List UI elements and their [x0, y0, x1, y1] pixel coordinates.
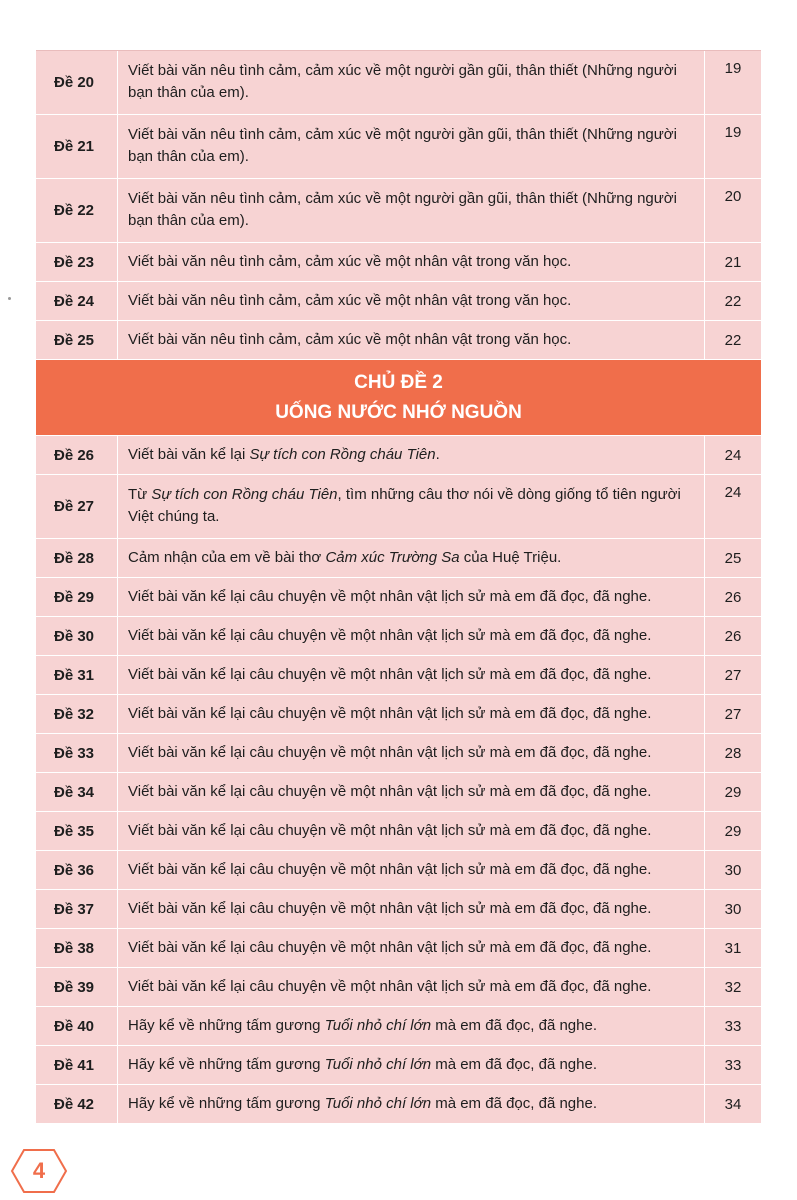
page-ref: 31 [724, 939, 742, 957]
title-fragment: Viết bài văn kể lại câu chuyện về một nhân vật lịch sử mà em đã đọc, đã nghe. [128, 900, 652, 917]
topic-number: Đề 24 [36, 282, 118, 320]
topic-number: Đề 41 [36, 1046, 118, 1084]
title-fragment: Viết bài văn nêu tình cảm, cảm xúc về một người gần gũi, thân thiết (Những người bạn thân của em). [128, 62, 677, 101]
topic-number: Đề 28 [36, 539, 118, 577]
italic-title-fragment: Tuổi nhỏ chí lớn [324, 1095, 432, 1112]
topic-title [118, 243, 705, 281]
page-ref: 33 [724, 1017, 742, 1035]
toc-row[interactable] [36, 115, 761, 179]
topic-title [118, 282, 705, 320]
title-fragment: . [435, 446, 440, 463]
topic-title [118, 890, 705, 928]
topic-title [118, 1046, 705, 1084]
topic-number: Đề 31 [36, 656, 118, 694]
topic-title [118, 179, 705, 242]
topic-title [118, 1007, 705, 1045]
toc-row[interactable] [36, 968, 761, 1007]
topic-number: Đề 23 [36, 243, 118, 281]
topic-title [118, 436, 705, 474]
title-fragment: Hãy kể về những tấm gương [128, 1056, 325, 1073]
title-fragment: Viết bài văn kể lại câu chuyện về một nhân vật lịch sử mà em đã đọc, đã nghe. [128, 627, 652, 644]
topic-title [118, 695, 705, 733]
title-fragment: Hãy kể về những tấm gương [128, 1017, 325, 1034]
topic-number: Đề 21 [36, 115, 118, 178]
toc-row[interactable] [36, 656, 761, 695]
page-ref: 32 [724, 978, 742, 996]
topic-title [118, 968, 705, 1006]
page-ref: 28 [724, 744, 742, 762]
topic-title [118, 1085, 705, 1123]
chapter-header [36, 360, 761, 436]
page-ref: 30 [724, 900, 742, 918]
topic-title [118, 734, 705, 772]
topic-title [118, 321, 705, 359]
page-ref: 24 [724, 484, 742, 501]
page-ref: 19 [724, 124, 742, 141]
title-fragment: Viết bài văn kể lại [128, 446, 250, 463]
topic-number: Đề 25 [36, 321, 118, 359]
page-ref: 26 [724, 588, 742, 606]
topic-number: Đề 36 [36, 851, 118, 889]
topic-number: Đề 33 [36, 734, 118, 772]
title-fragment: Viết bài văn kể lại câu chuyện về một nhân vật lịch sử mà em đã đọc, đã nghe. [128, 744, 652, 761]
topic-number: Đề 27 [36, 475, 118, 538]
italic-title-fragment: Sự tích con Rồng cháu Tiên [151, 486, 338, 503]
topic-number: Đề 29 [36, 578, 118, 616]
page-number: 4 [32, 1158, 46, 1183]
title-fragment: mà em đã đọc, đã nghe. [431, 1017, 597, 1034]
toc-row[interactable] [36, 1046, 761, 1085]
toc-row[interactable] [36, 617, 761, 656]
topic-title [118, 51, 705, 114]
topic-title [118, 617, 705, 655]
title-fragment: Viết bài văn kể lại câu chuyện về một nhân vật lịch sử mà em đã đọc, đã nghe. [128, 939, 652, 956]
toc-row[interactable] [36, 321, 761, 360]
page-ref: 24 [724, 446, 742, 464]
chapter-title: UỐNG NƯỚC NHỚ NGUỒN [275, 401, 522, 423]
topic-number: Đề 37 [36, 890, 118, 928]
title-fragment: Viết bài văn nêu tình cảm, cảm xúc về một người gần gũi, thân thiết (Những người bạn thân của em). [128, 126, 677, 165]
title-fragment: Hãy kể về những tấm gương [128, 1095, 325, 1112]
page-ref: 22 [724, 292, 742, 310]
page-ref: 22 [724, 331, 742, 349]
topic-title [118, 656, 705, 694]
title-fragment: Viết bài văn kể lại câu chuyện về một nhân vật lịch sử mà em đã đọc, đã nghe. [128, 666, 652, 683]
page-ref: 27 [724, 666, 742, 684]
toc-row[interactable] [36, 179, 761, 243]
toc-row[interactable] [36, 282, 761, 321]
page-ref: 20 [724, 188, 742, 205]
topic-title [118, 929, 705, 967]
toc-row[interactable] [36, 1007, 761, 1046]
toc-row[interactable] [36, 851, 761, 890]
page-ref: 34 [724, 1095, 742, 1113]
toc-row[interactable] [36, 890, 761, 929]
topic-title [118, 578, 705, 616]
title-fragment: Viết bài văn kể lại câu chuyện về một nhân vật lịch sử mà em đã đọc, đã nghe. [128, 783, 652, 800]
toc-row[interactable] [36, 475, 761, 539]
speck [8, 297, 11, 300]
toc-row[interactable] [36, 539, 761, 578]
topic-number: Đề 38 [36, 929, 118, 967]
topic-title [118, 475, 705, 538]
topic-number: Đề 34 [36, 773, 118, 811]
toc-row[interactable] [36, 436, 761, 475]
page-ref: 21 [724, 253, 742, 271]
title-fragment: Viết bài văn nêu tình cảm, cảm xúc về một nhân vật trong văn học. [128, 331, 572, 348]
title-fragment: Cảm nhận của em về bài thơ [128, 549, 326, 566]
topic-number: Đề 22 [36, 179, 118, 242]
topic-number: Đề 32 [36, 695, 118, 733]
page-ref: 19 [724, 60, 742, 77]
topic-number: Đề 35 [36, 812, 118, 850]
italic-title-fragment: Cảm xúc Trường Sa [325, 549, 460, 566]
title-fragment: Từ [128, 486, 152, 503]
title-fragment: Viết bài văn nêu tình cảm, cảm xúc về một nhân vật trong văn học. [128, 253, 572, 270]
topic-number: Đề 30 [36, 617, 118, 655]
title-fragment: Viết bài văn kể lại câu chuyện về một nhân vật lịch sử mà em đã đọc, đã nghe. [128, 861, 652, 878]
title-fragment: , tìm những câu thơ nói về dòng giống tổ tiên người Việt chúng ta. [128, 486, 681, 525]
toc-row[interactable] [36, 578, 761, 617]
toc-row[interactable] [36, 51, 761, 115]
title-fragment: mà em đã đọc, đã nghe. [431, 1095, 597, 1112]
toc-row[interactable] [36, 929, 761, 968]
topic-number: Đề 20 [36, 51, 118, 114]
page-number-badge [10, 1148, 68, 1194]
table-of-contents [36, 50, 761, 1124]
page-ref: 33 [724, 1056, 742, 1074]
topic-title [118, 539, 705, 577]
page-ref: 27 [724, 705, 742, 723]
title-fragment: mà em đã đọc, đã nghe. [431, 1056, 597, 1073]
toc-row[interactable] [36, 695, 761, 734]
toc-row[interactable] [36, 1085, 761, 1124]
page-ref: 26 [724, 627, 742, 645]
topic-number: Đề 40 [36, 1007, 118, 1045]
toc-row[interactable] [36, 734, 761, 773]
topic-title [118, 812, 705, 850]
toc-row[interactable] [36, 243, 761, 282]
topic-number: Đề 26 [36, 436, 118, 474]
page-ref: 29 [724, 783, 742, 801]
italic-title-fragment: Sự tích con Rồng cháu Tiên [249, 446, 436, 463]
topic-title [118, 851, 705, 889]
title-fragment: Viết bài văn kể lại câu chuyện về một nhân vật lịch sử mà em đã đọc, đã nghe. [128, 705, 652, 722]
title-fragment: Viết bài văn kể lại câu chuyện về một nhân vật lịch sử mà em đã đọc, đã nghe. [128, 978, 652, 995]
toc-row[interactable] [36, 773, 761, 812]
topic-number: Đề 39 [36, 968, 118, 1006]
title-fragment: Viết bài văn nêu tình cảm, cảm xúc về một nhân vật trong văn học. [128, 292, 572, 309]
topic-title [118, 115, 705, 178]
title-fragment: của Huệ Triệu. [459, 549, 562, 566]
italic-title-fragment: Tuổi nhỏ chí lớn [324, 1017, 432, 1034]
chapter-label: CHỦ ĐỀ 2 [354, 371, 443, 393]
toc-row[interactable] [36, 812, 761, 851]
italic-title-fragment: Tuổi nhỏ chí lớn [324, 1056, 432, 1073]
topic-title [118, 773, 705, 811]
page-ref: 30 [724, 861, 742, 879]
title-fragment: Viết bài văn kể lại câu chuyện về một nhân vật lịch sử mà em đã đọc, đã nghe. [128, 588, 652, 605]
title-fragment: Viết bài văn nêu tình cảm, cảm xúc về một người gần gũi, thân thiết (Những người bạn thân của em). [128, 190, 677, 229]
page-ref: 25 [724, 549, 742, 567]
topic-number: Đề 42 [36, 1085, 118, 1123]
title-fragment: Viết bài văn kể lại câu chuyện về một nhân vật lịch sử mà em đã đọc, đã nghe. [128, 822, 652, 839]
page-ref: 29 [724, 822, 742, 840]
